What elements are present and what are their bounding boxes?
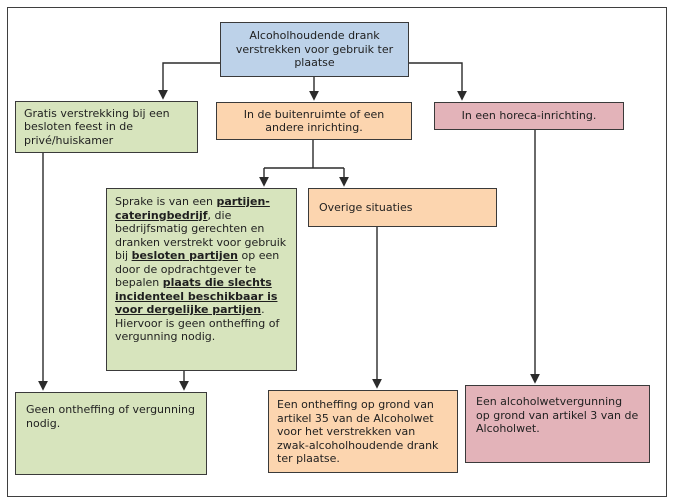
node-catering-text-1: Sprake is van een — [115, 195, 217, 208]
node-catering-bold-3: plaats die slechts incidenteel beschikbaar is voor dergelijke partijen — [115, 276, 278, 316]
node-catering-text-3: op een door de opdrachtgever te bepalen — [115, 249, 280, 289]
node-private-party-label: Gratis verstrekking bij een besloten feest in de privé/huiskamer — [24, 106, 170, 147]
node-catering-bold-2: besloten partijen — [131, 249, 238, 262]
node-catering-bold-1: partijen-cateringbedrijf — [115, 195, 270, 222]
node-root — [220, 22, 409, 77]
node-horeca-label: In een horeca-inrichting. — [461, 109, 597, 123]
node-horeca — [434, 102, 624, 130]
node-catering-text-4: . Hiervoor is geen ontheffing of vergunning nodig. — [115, 303, 280, 343]
node-article35-exemption-label: Een ontheffing op grond van artikel 35 van de Alcoholwet voor het verstrekken van zwak-alcoholhoudende drank ter plaatse. — [277, 398, 439, 465]
node-article3-permit — [465, 385, 650, 463]
node-outdoor-label: In de buitenruimte of een andere inrichting. — [243, 107, 385, 134]
node-article3-permit-label: Een alcoholwetvergunning op grond van artikel 3 van de Alcoholwet. — [476, 395, 639, 435]
node-other-situations-label: Overige situaties — [319, 200, 413, 214]
node-catering — [106, 188, 297, 371]
node-no-permit-label: Geen ontheffing of vergunning nodig. — [26, 403, 195, 430]
node-private-party — [15, 101, 198, 153]
node-no-permit — [15, 392, 207, 475]
node-outdoor — [216, 102, 412, 140]
node-other-situations — [308, 188, 497, 227]
edge-root-horeca — [409, 63, 462, 99]
edge-root-private-party — [163, 63, 220, 98]
node-article35-exemption — [268, 390, 458, 473]
node-catering-text-2: , die bedrijfsmatig gerechten en dranken verstrekt voor gebruik bij — [115, 208, 287, 262]
node-root-label: Alcoholhoudende drank verstrekken voor gebruik ter plaatse — [235, 29, 394, 70]
